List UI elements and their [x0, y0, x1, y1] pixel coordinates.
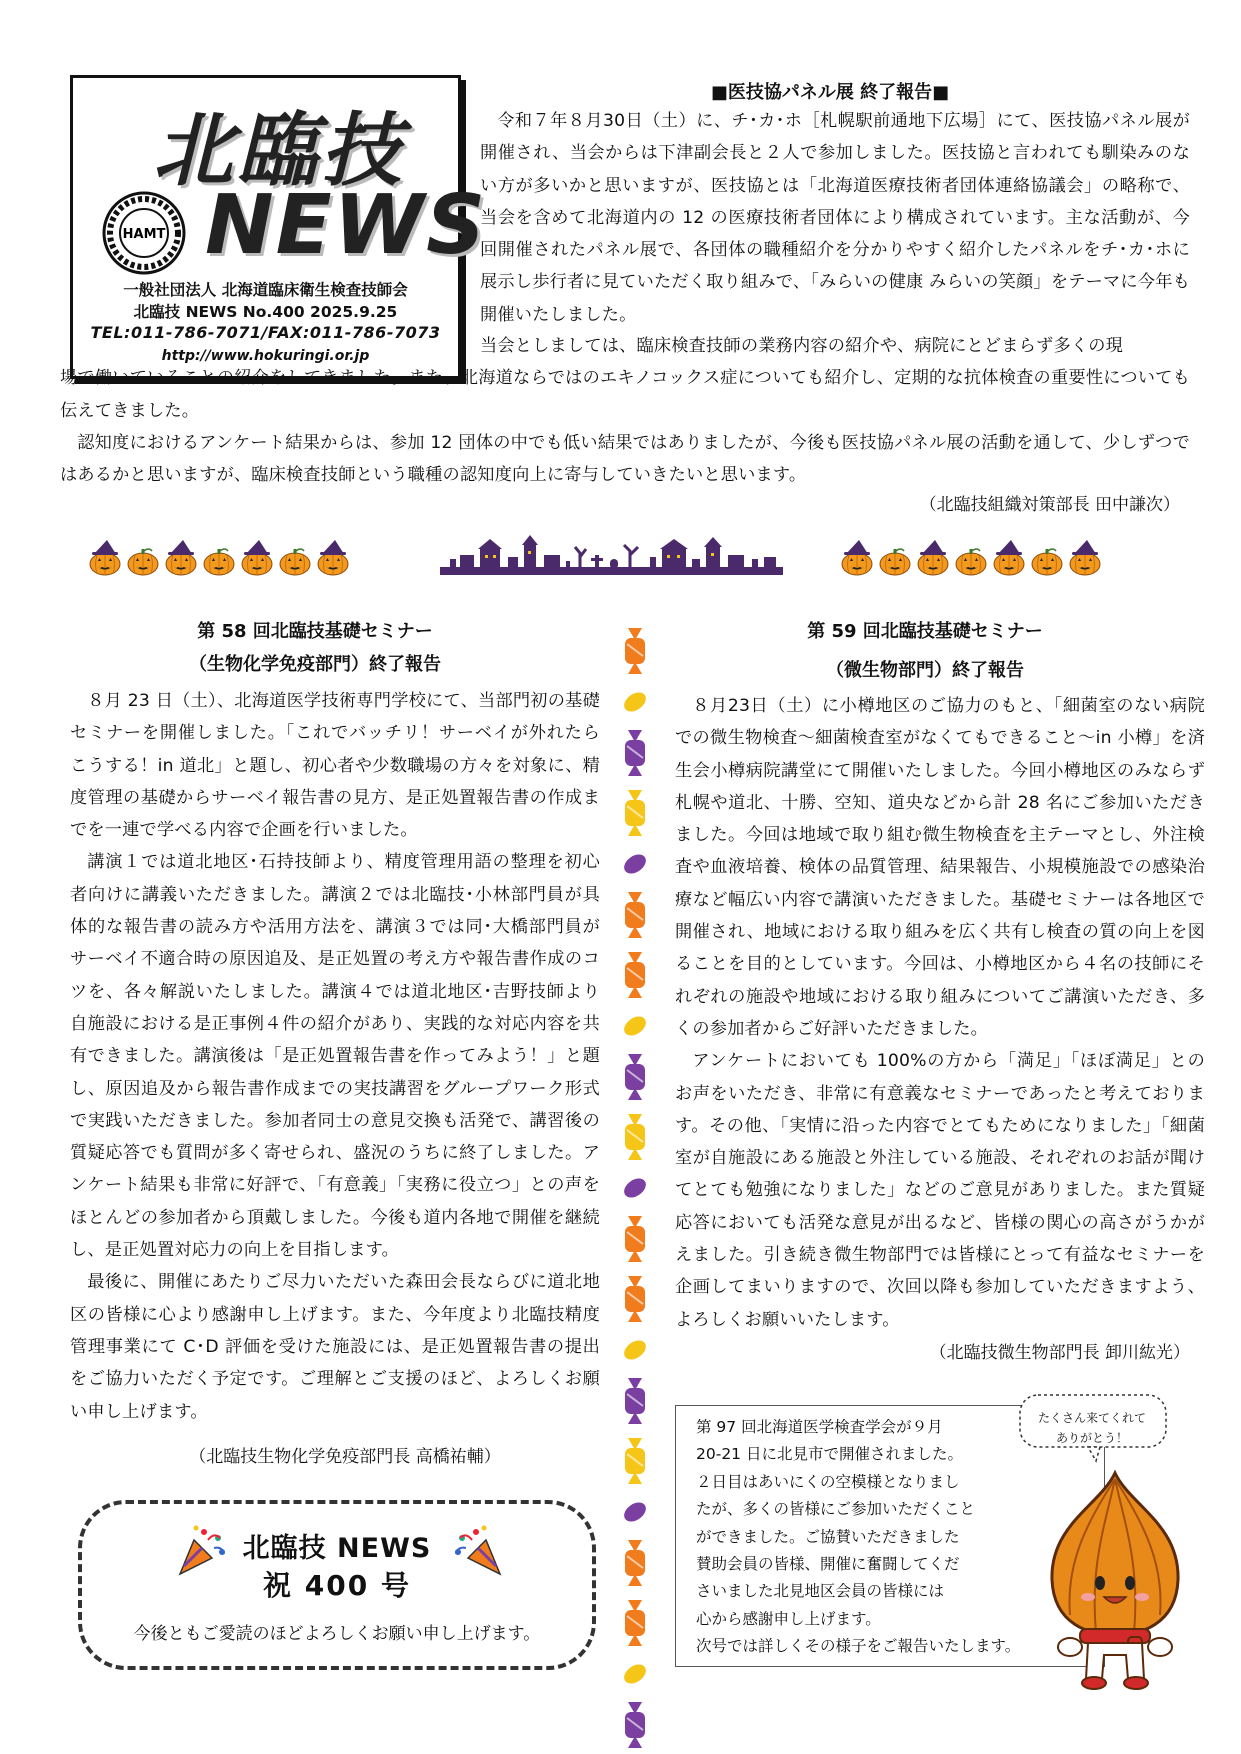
notice-line: 第 97 回北海道医学検査学会が９月: [696, 1418, 943, 1436]
celebration-subtitle: 祝 400 号: [263, 1569, 411, 1602]
seminar-59-paragraph-1: ８月23日（土）に小樽地区のご協力のもと、「細菌室のない病院での微生物検査～細菌検査室がなくてもできること～in 小樽」を済生会小樽病院講堂にて開催いたしました。今回小樽地区のみならず札幌や道北、十勝、空知、道央などから計 28 名にご参加いただきました。今回は地域で取り組む微生物検査を主テーマとし、外注検査や血液培養、検体の品質管理、結果報告、小規模施設での感染治療など幅広い内容で講演いただきました。基礎セミナーは各地区で開催され、地域における取り組みを広く共有し検査の質の向上を図ることを目的としています。今回は、小樽地区から４名の技師にそれぞれの施設や地域における取り組みについてご講演いただき、多くの参加者からご好評いただきました。: [675, 696, 1205, 1039]
seminar-59-heading-line-2: （微生物部門）終了報告: [826, 660, 1024, 681]
jellybean-icon: [621, 1175, 650, 1202]
jellybean-icon: [621, 1661, 650, 1688]
seminar-58-paragraph-3: 最後に、開催にあたりご尽力いただいた森田会長ならびに道北地区の皆様に心より感謝申し上げます。また、今年度より北臨技精度管理事業にて C･D 評価を受けた施設には、是正処置報告書の提出をご協力いただく予定です。ご理解とご支援のほど、よろしくお願い申し上げます。: [70, 1272, 600, 1422]
witch-pumpkin-icon: [916, 540, 950, 576]
pumpkin-icon: [202, 540, 236, 576]
seminar-59-paragraph-2: アンケートにおいても 100%の方から「満足」「ほぼ満足」とのお声をいただき、非常に有意義なセミナーであったと考えております。その他、「実情に沿った内容でとてもためになりました」「細菌室が自施設にある施設と外注している施設、それぞれのお話が聞けてとても勉強になりました」などのご意見がありました。また質疑応答においても活発な意見が出るなど、皆様の関心の高さがうかがえました。引き続き微生物部門では皆様にとって有益なセミナーを企画してまいりますので、次回以降も参加していただきますよう、よろしくお願いいたします。: [675, 1051, 1205, 1330]
organization-name: 一般社団法人 北海道臨床衛生検査技師会: [123, 281, 408, 299]
celebration-message: 今後ともご愛読のほどよろしくお願い申し上げます。: [133, 1624, 541, 1644]
seminar-58-paragraph-2: 講演１では道北地区･石持技師より、精度管理用語の整理を初心者向けに講義いただきました。講演２では北臨技･小林部門員が具体的な報告書の読み方や活用方法を、講演３では同･大橋部門員がサーベイ不適合時の原因追及、是正処置の考え方や報告書作成のコツを、各々解説いたしました。講演４では道北地区･吉野技師より自施設における是正事例４件の紹介があり、実践的な対応内容を共有できました。講演後は「是正処置報告書を作ってみよう！」と題し、原因追及から報告書作成までの実技講習をグループワーク形式で実践いただきました。参加者同士の意見交換も活発で、講習後の質疑応答でも質問が多く寄せられ、盛況のうちに終了しました。アンケート結果も非常に好評で、「有意義」「実務に役立つ」との声をほとんどの参加者から頂戴しました。今後も道内各地で開催を継続し、是正処置対応力の向上を目指します。: [70, 852, 600, 1261]
notice-line: 20-21 日に北見市で開催されました。: [696, 1445, 963, 1464]
seminar-58-heading-line-2: （生物化学免疫部門）終了報告: [189, 654, 441, 675]
witch-pumpkin-icon: [316, 540, 350, 576]
wrapped-candy-icon: [625, 1438, 645, 1484]
celebration-title: 北臨技 NEWS: [242, 1533, 432, 1564]
candy-divider: [618, 628, 652, 1754]
wrapped-candy-icon: [625, 1276, 645, 1322]
masthead-title-kanji: 北臨技: [153, 104, 405, 197]
panel-exhibition-signature: （北臨技組織対策部長 田中謙次）: [919, 495, 1180, 515]
speech-bubble-line-1: たくさん来てくれて: [1037, 1411, 1146, 1425]
notice-line: ができました。ご協賛いただきました: [696, 1527, 960, 1546]
panel-exhibition-paragraph-2: [60, 330, 1190, 427]
wrapped-candy-icon: [625, 1114, 645, 1160]
notice-line: ２日目はあいにくの空模様となりまし: [696, 1472, 960, 1491]
seminar-58-paragraph-1: ８月 23 日（土）、北海道医学技術専門学校にて、当部門初の基礎セミナーを開催しました。「これでバッチリ！サーベイが外れたらこうする！in 道北」と題し、初心者や少数職場の方々を対象に、精度管理の基礎からサーベイ報告書の見方、是正処置報告書の作成までを一連で学べる内容で企画を行いました。: [70, 691, 600, 841]
issue-number: 北臨技 NEWS No.400 2025.9.25: [133, 303, 398, 321]
notice-line: たが、多くの皆様にご参加いただくこと: [696, 1500, 976, 1519]
wrapped-candy-icon: [625, 952, 645, 998]
notice-line: 心から感謝申し上げます。: [696, 1609, 881, 1628]
speech-bubble-line-2: ありがとう！: [1055, 1431, 1128, 1445]
pumpkin-icon: [278, 540, 312, 576]
notice-line: さいました北見地区会員の皆様には: [696, 1582, 945, 1601]
conference-notice-text: [696, 1414, 1026, 1661]
seminar-58-body: [70, 685, 600, 1428]
wrapped-candy-icon: [625, 1600, 645, 1646]
panel-exhibition-heading: ■医技協パネル展 終了報告■: [710, 82, 950, 103]
jellybean-icon: [621, 851, 650, 878]
masthead-title-news: NEWS: [205, 178, 488, 273]
witch-pumpkin-icon: [240, 540, 274, 576]
witch-pumpkin-icon: [1068, 540, 1102, 576]
seminar-59-heading: [700, 615, 1150, 687]
seminar-58-signature: （北臨技生物化学免疫部門長 高橋祐輔）: [189, 1447, 501, 1467]
panel-exhibition-paragraph-1: 令和７年８月30日（土）に、チ･カ･ホ［札幌駅前通地下広場］にて、医技協パネル展が開催され、当会からは下津副会長と２人で参加しました。医技協と言われても馴染みのない方が多いかと思いますが、医技協とは「北海道医療技術者団体連絡協議会」の略称で、当会を含めて北海道内の 12 の医療技術者団体により構成されています。主な活動が、今回開催されたパネル展で、各団体の職種紹介を分かりやすく紹介したパネルをチ･カ･ホに展示し歩行者に見ていただく取り組みで、「みらいの健康 みらいの笑顔」をテーマに今年も開催いたしました。: [480, 111, 1190, 325]
wrapped-candy-icon: [625, 892, 645, 938]
pumpkin-icon: [126, 540, 160, 576]
pumpkin-row-right: [840, 540, 1102, 580]
pumpkin-icon: [954, 540, 988, 576]
wrapped-candy-icon: [625, 730, 645, 776]
paragraph-2-first-line: 当会としましては、臨床検査技師の業務内容の紹介や、病院にとどまらず多くの現: [480, 336, 1123, 356]
witch-pumpkin-icon: [992, 540, 1026, 576]
jellybean-icon: [621, 1013, 650, 1040]
notice-line: 賛助会員の皆様、開催に奮闘してくだ: [696, 1555, 960, 1574]
seminar-59-heading-line-1: 第 59 回北臨技基礎セミナー: [807, 621, 1043, 642]
wrapped-candy-icon: [625, 1216, 645, 1262]
paragraph-2-rest: 場で働いていることの紹介をしてきました。また、北海道ならではのエキノコックス症についても紹介し、定期的な抗体検査の重要性についても伝えてきました。: [60, 368, 1190, 421]
logo-text: HAMT: [122, 227, 166, 242]
seminar-59-signature: （北臨技微生物部門長 卸川紘光）: [929, 1343, 1190, 1363]
pumpkin-row-left: [88, 540, 350, 580]
notice-line: 次号では詳しくその様子をご報告いたします。: [696, 1637, 1021, 1656]
witch-pumpkin-icon: [840, 540, 874, 576]
jellybean-icon: [621, 689, 650, 716]
wrapped-candy-icon: [625, 1054, 645, 1100]
wrapped-candy-icon: [625, 628, 645, 674]
witch-pumpkin-icon: [164, 540, 198, 576]
wrapped-candy-icon: [625, 1702, 645, 1748]
onion-mascot-icon: [1030, 1465, 1200, 1695]
wrapped-candy-icon: [625, 1378, 645, 1424]
pumpkin-icon: [1030, 540, 1064, 576]
seminar-59-body: [675, 690, 1205, 1336]
speech-bubble-text: [1022, 1408, 1162, 1448]
seminar-58-heading: [125, 615, 505, 681]
wrapped-candy-icon: [625, 790, 645, 836]
seminar-58-heading-line-1: 第 58 回北臨技基礎セミナー: [197, 621, 433, 642]
panel-exhibition-paragraph-3: 認知度におけるアンケート結果からは、参加 12 団体の中でも低い結果ではありましたが、今後も医技協パネル展の活動を通して、少しずつではあるかと思いますが、臨床検査技師という職種の認知度向上に寄与していきたいと思います。: [60, 433, 1190, 486]
jellybean-icon: [621, 1499, 650, 1526]
pumpkin-icon: [878, 540, 912, 576]
haunted-town-icon: [440, 535, 783, 575]
jellybean-icon: [621, 1337, 650, 1364]
wrapped-candy-icon: [625, 1540, 645, 1586]
contact-phone: TEL:011-786-7071/FAX:011-786-7073: [90, 323, 441, 342]
issue-400-celebration: [78, 1500, 596, 1670]
hamt-logo: [101, 190, 187, 276]
website-link[interactable]: http://www.hokuringi.or.jp: [161, 348, 370, 364]
witch-pumpkin-icon: [88, 540, 122, 576]
